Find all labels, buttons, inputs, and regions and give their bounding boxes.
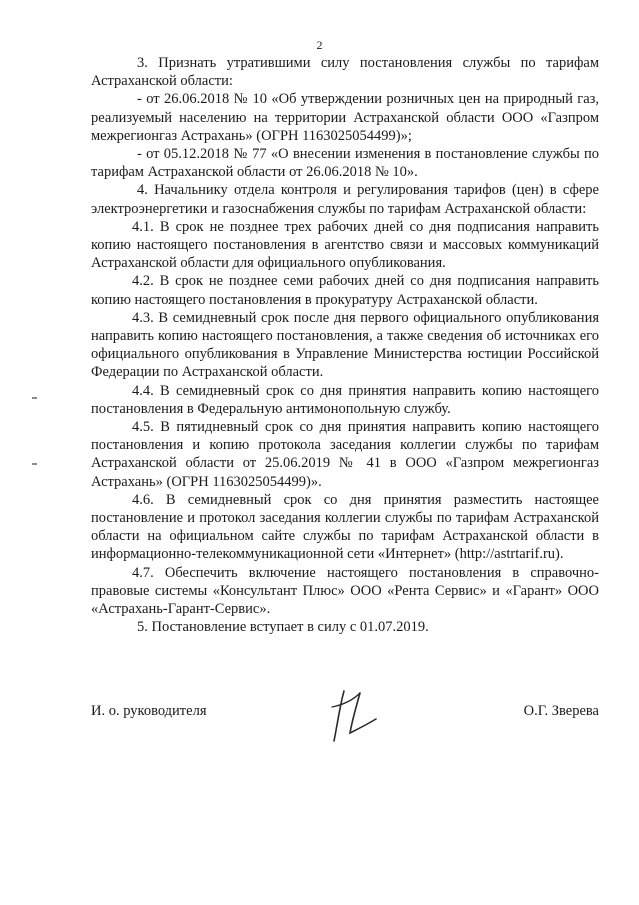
subclause-paragraph: 4.3. В семидневный срок после дня первого официального опубликования направить копию настоящего постановления, а также сведения об источниках его официального опубликования в Управление Министерства юстиции Российской Федерации по Астраханской области. — [91, 309, 599, 381]
handwritten-signature — [330, 685, 380, 745]
subclause-paragraph: 4.5. В пятидневный срок со дня принятия направить копию настоящего постановления и копию протокола заседания коллегии службы по тарифам Астраханской области от 25.06.2019 № 41 в ООО «Газпром межрегионгаз Астрахань» (ОГРН 1163025054499)». — [91, 419, 599, 490]
scan-edge-mark — [32, 463, 37, 465]
subclause-paragraph: 4.6. В семидневный срок со дня принятия разместить настоящее постановление и протокол заседания коллегии службы по тарифам Астраханской области на официальном сайте службы по тарифам Астраханской области в информационно-телекоммуникационной сети «Интернет» (http://astrtarif.ru). — [91, 491, 599, 563]
subclause-paragraph: 4.4. В семидневный срок со дня принятия направить копию настоящего постановления в Федеральную антимонопольную службу. — [91, 382, 599, 417]
clause-paragraph: 3. Признать утратившими силу постановления службы по тарифам Астраханской области: — [91, 55, 599, 90]
clause-paragraph: 5. Постановление вступает в силу с 01.07.2019. — [137, 619, 429, 636]
clause-paragraph: 4. Начальнику отдела контроля и регулирования тарифов (цен) в сфере электроэнергетики и газоснабжения службы по тарифам Астраханской области: — [91, 182, 599, 217]
subclause-paragraph: 4.7. Обеспечить включение настоящего постановления в справочно-правовые системы «Консультант Плюс» ООО «Рента Сервис» и «Гарант» ООО «Астрахань-Гарант-Сервис». — [91, 564, 599, 618]
signatory-position: И. о. руководителя — [91, 703, 207, 719]
signatory-name: О.Г. Зверева — [523, 703, 599, 719]
scan-edge-mark — [32, 397, 37, 399]
subclause-paragraph: 4.1. В срок не позднее трех рабочих дней со дня подписания направить копию настоящего постановления в агентство связи и массовых коммуникаций Астраханской области для официального опубликования. — [91, 218, 599, 272]
page-number: 2 — [316, 38, 323, 52]
clause-paragraph: - от 05.12.2018 № 77 «О внесении изменения в постановление службы по тарифам Астраханской области от 26.06.2018 № 10». — [91, 146, 599, 181]
clause-paragraph: - от 26.06.2018 № 10 «Об утверждении розничных цен на природный газ, реализуемый населению на территории Астраханской области ООО «Газпром межрегионгаз Астрахань» (ОГРН 1163025054499)»; — [91, 91, 599, 144]
subclause-paragraph: 4.2. В срок не позднее семи рабочих дней со дня подписания направить копию настоящего постановления в прокуратуру Астраханской области. — [91, 273, 599, 308]
document-body — [91, 54, 599, 637]
